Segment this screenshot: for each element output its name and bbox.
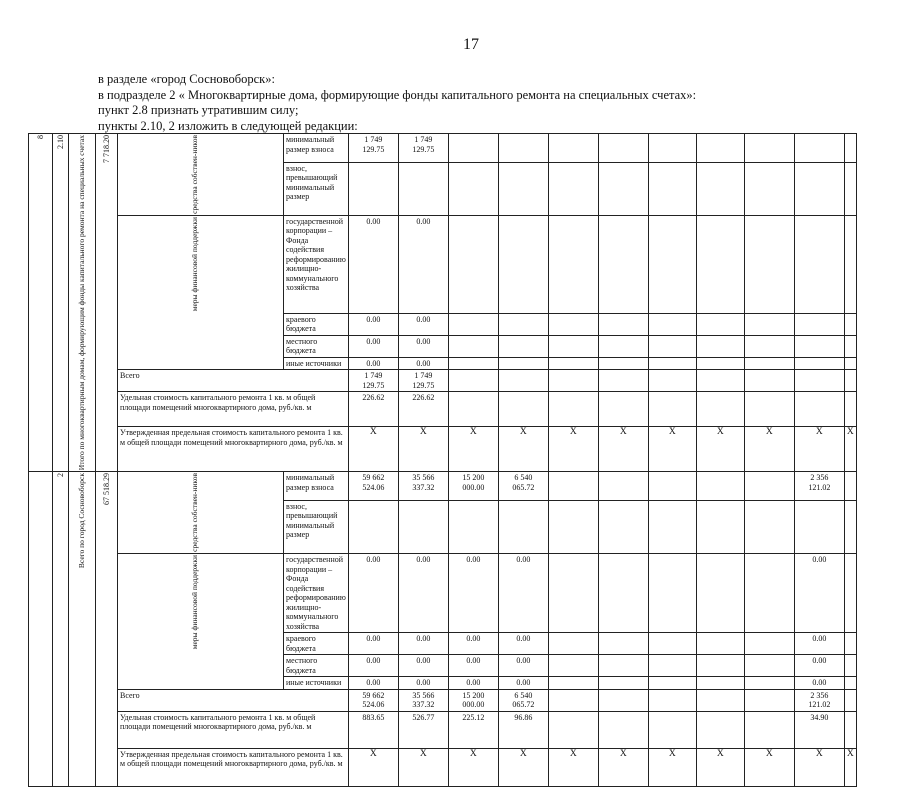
x-mark-cell: X: [696, 427, 744, 472]
empty-cell: [844, 370, 856, 392]
empty-cell: [548, 370, 598, 392]
empty-cell: [794, 500, 844, 553]
empty-cell: [598, 335, 648, 357]
value-cell: 35 566 337.32: [398, 472, 448, 501]
empty-cell: [548, 711, 598, 748]
value-cell: 0.00: [498, 554, 548, 633]
value-cell: 0.00: [398, 335, 448, 357]
x-mark-cell: X: [794, 427, 844, 472]
empty-cell: [448, 335, 498, 357]
empty-cell: [448, 500, 498, 553]
empty-cell: [844, 500, 856, 553]
x-mark-cell: X: [448, 427, 498, 472]
capital-repair-table: [28, 133, 857, 787]
empty-cell: [648, 554, 696, 633]
row-label: минимальный размер взноса: [284, 472, 349, 501]
empty-cell: [794, 313, 844, 335]
empty-cell: [744, 472, 794, 501]
empty-cell: [348, 500, 398, 553]
empty-cell: [548, 500, 598, 553]
empty-cell: [844, 655, 856, 677]
empty-cell: [648, 500, 696, 553]
empty-cell: [696, 134, 744, 163]
empty-cell: [844, 711, 856, 748]
value-cell: 0.00: [348, 633, 398, 655]
area-value: 67 518.29: [96, 472, 118, 786]
empty-cell: [744, 357, 794, 370]
empty-cell: [448, 313, 498, 335]
empty-cell: [844, 134, 856, 163]
row-label: государственной корпорации – Фонда содействия реформированию жилищно-коммунального хозяйства: [284, 215, 349, 313]
empty-cell: [844, 392, 856, 427]
empty-cell: [844, 335, 856, 357]
empty-cell: [598, 472, 648, 501]
x-mark-cell: X: [498, 427, 548, 472]
empty-cell: [598, 554, 648, 633]
value-cell: 0.00: [448, 655, 498, 677]
x-mark-cell: X: [548, 427, 598, 472]
value-cell: 0.00: [448, 677, 498, 690]
value-cell: 6 540 065.72: [498, 472, 548, 501]
empty-cell: [744, 633, 794, 655]
empty-cell: [598, 370, 648, 392]
x-mark-cell: X: [648, 748, 696, 786]
empty-cell: [648, 335, 696, 357]
empty-cell: [398, 162, 448, 215]
value-cell: 0.00: [794, 633, 844, 655]
x-mark-cell: X: [498, 748, 548, 786]
empty-cell: [744, 689, 794, 711]
empty-cell: [548, 357, 598, 370]
empty-cell: [548, 677, 598, 690]
empty-cell: [448, 392, 498, 427]
x-mark-cell: X: [744, 748, 794, 786]
empty-cell: [844, 357, 856, 370]
empty-cell: [648, 162, 696, 215]
empty-cell: [696, 655, 744, 677]
empty-cell: [794, 215, 844, 313]
row-number: 8: [29, 134, 53, 472]
empty-cell: [696, 677, 744, 690]
value-cell: 0.00: [794, 655, 844, 677]
x-mark-cell: X: [794, 748, 844, 786]
empty-cell: [648, 215, 696, 313]
owners-funds-label: средства собствен-ников: [118, 134, 284, 216]
empty-cell: [794, 392, 844, 427]
empty-cell: [548, 392, 598, 427]
empty-cell: [548, 472, 598, 501]
empty-cell: [448, 215, 498, 313]
empty-cell: [398, 500, 448, 553]
empty-cell: [648, 357, 696, 370]
empty-cell: [844, 554, 856, 633]
value-cell: 34.90: [794, 711, 844, 748]
empty-cell: [498, 134, 548, 163]
empty-cell: [744, 313, 794, 335]
item-number: 2: [53, 472, 69, 786]
value-cell: 96.86: [498, 711, 548, 748]
intro-line: в подразделе 2 « Многоквартирные дома, формирующие фонды капитального ремонта на специальных счетах»:: [98, 87, 697, 102]
empty-cell: [844, 677, 856, 690]
row-label: иные источники: [284, 357, 349, 370]
empty-cell: [696, 633, 744, 655]
row-label: местного бюджета: [284, 335, 349, 357]
value-cell: 1 749 129.75: [348, 370, 398, 392]
empty-cell: [598, 711, 648, 748]
empty-cell: [598, 689, 648, 711]
empty-cell: [844, 472, 856, 501]
value-cell: 0.00: [348, 357, 398, 370]
empty-cell: [844, 162, 856, 215]
value-cell: 0.00: [398, 655, 448, 677]
value-cell: 226.62: [348, 392, 398, 427]
row-label: взнос, превышающий минимальный размер: [284, 162, 349, 215]
empty-cell: [696, 313, 744, 335]
value-cell: 0.00: [348, 215, 398, 313]
empty-cell: [598, 392, 648, 427]
empty-cell: [696, 500, 744, 553]
row-label: Утвержденная предельная стоимость капитального ремонта 1 кв. м общей площади помещений многоквартирного дома, руб./кв. м: [118, 427, 349, 472]
row-label: государственной корпорации – Фонда содействия реформированию жилищно-коммунального хозяйства: [284, 554, 349, 633]
empty-cell: [744, 215, 794, 313]
empty-cell: [744, 335, 794, 357]
empty-cell: [744, 162, 794, 215]
empty-cell: [794, 370, 844, 392]
x-mark-cell: X: [844, 427, 856, 472]
empty-cell: [548, 335, 598, 357]
block-title: Итого по многоквартирным домам, формирующим фонды капитального ремонта на специальных счетах: [69, 134, 96, 472]
empty-cell: [448, 134, 498, 163]
empty-cell: [696, 554, 744, 633]
value-cell: 0.00: [794, 677, 844, 690]
x-mark-cell: X: [448, 748, 498, 786]
empty-cell: [598, 134, 648, 163]
row-label: Удельная стоимость капитального ремонта 1 кв. м общей площади помещений многоквартирного дома, руб./кв. м: [118, 711, 349, 748]
value-cell: 1 749 129.75: [398, 134, 448, 163]
empty-cell: [448, 357, 498, 370]
value-cell: 0.00: [398, 215, 448, 313]
value-cell: 0.00: [398, 357, 448, 370]
row-label: местного бюджета: [284, 655, 349, 677]
intro-line: пункт 2.8 признать утратившим силу;: [98, 103, 299, 117]
empty-cell: [448, 162, 498, 215]
value-cell: 0.00: [448, 633, 498, 655]
value-cell: 226.62: [398, 392, 448, 427]
empty-cell: [548, 313, 598, 335]
empty-cell: [648, 313, 696, 335]
empty-cell: [696, 357, 744, 370]
value-cell: 0.00: [398, 677, 448, 690]
x-mark-cell: X: [598, 748, 648, 786]
empty-cell: [598, 162, 648, 215]
empty-cell: [548, 655, 598, 677]
empty-cell: [794, 335, 844, 357]
empty-cell: [648, 711, 696, 748]
empty-cell: [744, 655, 794, 677]
empty-cell: [648, 633, 696, 655]
page-number: 17: [463, 36, 479, 53]
empty-cell: [844, 215, 856, 313]
x-mark-cell: X: [398, 748, 448, 786]
empty-cell: [696, 335, 744, 357]
area-value: 7 718.20: [96, 134, 118, 472]
value-cell: 0.00: [398, 554, 448, 633]
value-cell: 1 749 129.75: [348, 134, 398, 163]
value-cell: 0.00: [348, 677, 398, 690]
empty-cell: [744, 134, 794, 163]
value-cell: 0.00: [348, 335, 398, 357]
empty-cell: [448, 370, 498, 392]
empty-cell: [348, 162, 398, 215]
x-mark-cell: X: [548, 748, 598, 786]
item-number: 2.10: [53, 134, 69, 472]
row-label: Удельная стоимость капитального ремонта 1 кв. м общей площади помещений многоквартирного дома, руб./кв. м: [118, 392, 349, 427]
x-mark-cell: X: [348, 427, 398, 472]
empty-cell: [498, 500, 548, 553]
empty-cell: [696, 370, 744, 392]
value-cell: 0.00: [348, 313, 398, 335]
empty-cell: [598, 215, 648, 313]
empty-cell: [844, 313, 856, 335]
empty-cell: [548, 162, 598, 215]
intro-text: [98, 72, 696, 134]
value-cell: 526.77: [398, 711, 448, 748]
empty-cell: [696, 215, 744, 313]
owners-funds-label: средства собствен-ников: [118, 472, 284, 554]
empty-cell: [498, 357, 548, 370]
x-mark-cell: X: [598, 427, 648, 472]
empty-cell: [744, 370, 794, 392]
intro-line: пункты 2.10, 2 изложить в следующей редакции:: [98, 118, 358, 133]
value-cell: 15 200 000.00: [448, 472, 498, 501]
value-cell: 0.00: [448, 554, 498, 633]
x-mark-cell: X: [844, 748, 856, 786]
empty-cell: [844, 689, 856, 711]
empty-cell: [548, 215, 598, 313]
value-cell: 883.65: [348, 711, 398, 748]
empty-cell: [794, 134, 844, 163]
empty-cell: [744, 500, 794, 553]
x-mark-cell: X: [744, 427, 794, 472]
value-cell: 0.00: [348, 655, 398, 677]
support-measures-label: меры финансовой поддержки: [118, 215, 284, 369]
value-cell: 6 540 065.72: [498, 689, 548, 711]
empty-cell: [844, 633, 856, 655]
empty-cell: [548, 554, 598, 633]
empty-cell: [598, 313, 648, 335]
empty-cell: [696, 162, 744, 215]
empty-cell: [648, 655, 696, 677]
empty-cell: [648, 677, 696, 690]
x-mark-cell: X: [398, 427, 448, 472]
empty-cell: [794, 162, 844, 215]
empty-cell: [696, 472, 744, 501]
row-label: Всего: [118, 689, 349, 711]
value-cell: 0.00: [498, 655, 548, 677]
value-cell: 1 749 129.75: [398, 370, 448, 392]
row-label: краевого бюджета: [284, 633, 349, 655]
empty-cell: [498, 370, 548, 392]
block-title: Всего по город Сосновоборск: [69, 472, 96, 786]
value-cell: 2 356 121.02: [794, 472, 844, 501]
empty-cell: [598, 633, 648, 655]
empty-cell: [548, 134, 598, 163]
empty-cell: [696, 689, 744, 711]
empty-cell: [648, 472, 696, 501]
x-mark-cell: X: [348, 748, 398, 786]
value-cell: 0.00: [498, 633, 548, 655]
empty-cell: [498, 335, 548, 357]
empty-cell: [744, 392, 794, 427]
empty-cell: [648, 370, 696, 392]
empty-cell: [598, 357, 648, 370]
empty-cell: [744, 677, 794, 690]
row-label: Всего: [118, 370, 349, 392]
empty-cell: [794, 357, 844, 370]
empty-cell: [648, 392, 696, 427]
value-cell: 225.12: [448, 711, 498, 748]
empty-cell: [498, 392, 548, 427]
empty-cell: [498, 162, 548, 215]
x-mark-cell: X: [696, 748, 744, 786]
empty-cell: [696, 392, 744, 427]
value-cell: 2 356 121.02: [794, 689, 844, 711]
row-label: Утвержденная предельная стоимость капитального ремонта 1 кв. м общей площади помещений многоквартирного дома, руб./кв. м: [118, 748, 349, 786]
empty-cell: [548, 689, 598, 711]
row-label: краевого бюджета: [284, 313, 349, 335]
empty-cell: [744, 554, 794, 633]
value-cell: 15 200 000.00: [448, 689, 498, 711]
x-mark-cell: X: [648, 427, 696, 472]
row-label: взнос, превышающий минимальный размер: [284, 500, 349, 553]
value-cell: 0.00: [398, 633, 448, 655]
intro-line: в разделе «город Сосновоборск»:: [98, 72, 275, 86]
value-cell: 59 662 524.06: [348, 472, 398, 501]
row-label: минимальный размер взноса: [284, 134, 349, 163]
empty-cell: [696, 711, 744, 748]
value-cell: 35 566 337.32: [398, 689, 448, 711]
value-cell: 0.00: [498, 677, 548, 690]
row-number: [29, 472, 53, 786]
value-cell: 59 662 524.06: [348, 689, 398, 711]
row-label: иные источники: [284, 677, 349, 690]
value-cell: 0.00: [348, 554, 398, 633]
empty-cell: [648, 134, 696, 163]
value-cell: 0.00: [794, 554, 844, 633]
support-measures-label: меры финансовой поддержки: [118, 554, 284, 690]
empty-cell: [598, 500, 648, 553]
empty-cell: [598, 677, 648, 690]
empty-cell: [598, 655, 648, 677]
empty-cell: [498, 313, 548, 335]
empty-cell: [548, 633, 598, 655]
value-cell: 0.00: [398, 313, 448, 335]
empty-cell: [744, 711, 794, 748]
empty-cell: [648, 689, 696, 711]
empty-cell: [498, 215, 548, 313]
